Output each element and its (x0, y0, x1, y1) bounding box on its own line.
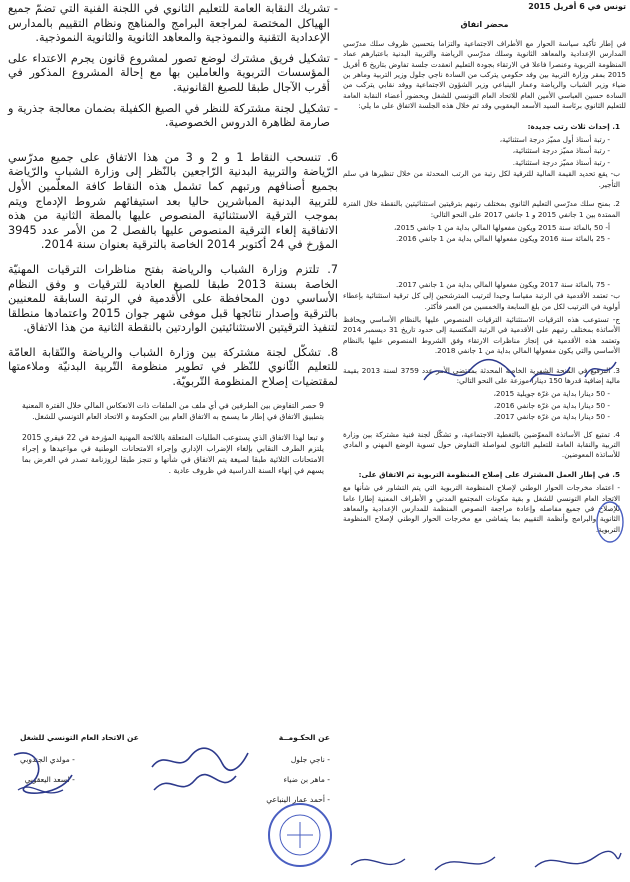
right-column (343, 2, 626, 538)
left-column (8, 2, 338, 486)
union-title: عن الاتحاد العام التونسي للشغل (20, 733, 139, 742)
section-1-note: ب- يقع تحديد القيمة المالية للترقية لكل رتبة من الرتب المحدثة من خلال تنظيرها في سلم التأجير. (343, 169, 620, 189)
bullet-item: - تشكيل فريق مشترك لوضع تصور لمشروع قانون يجرم الاعتداء على المؤسسات التربوية والعاملين بها مع إحالة المشروع المذكور في أقرب الآجال طبقا للصيغ القانونية. (8, 51, 338, 94)
bullet-text: تشكيل فريق مشترك لوضع تصور لمشروع قانون يجرم الاعتداء على المؤسسات التربوية والعاملين بها مع إحالة المشروع المذكور في أقرب الآجال طبقا للصيغ القانونية. (8, 51, 330, 94)
section-3-title: 3. الترفيع في المنحة الشهرية الخاصة المحدثة بمقتضى الأمر عدد 3759 لسنة 2013 بقيمة مالية إضافية قدرها 150 دينارا موزعة على النحو التالي: (343, 365, 620, 385)
gov-title: عن الحكـومــة (278, 733, 330, 742)
section-3-item: - 50 دينارا بداية من غرّة جانفي 2017. (493, 412, 610, 422)
union-signatory: - مولدي الجندوبي (20, 755, 75, 764)
official-stamp (595, 500, 625, 545)
section-5-text: - اعتماد مخرجات الحوار الوطني لإصلاح المنظومة التربوية التي يتم التشاور في شأنها مع الاتحاد العام التونسي للشغل و بقية مكونات المجتمع المدني و الأطراف المعنية إطارا عاما للإصلاح في جميع مفاصله وإعادة مراجعة النصوص المنظمة للمدارس الإعدادية والمعاهد الثانوية والبرامج وأنظمة التقييم بما يتماشى مع مخرجات الحوار الوطني لإصلاح المنظومة التربوية. (343, 483, 620, 534)
section-2-title: 2. بمنح سلك مدرّسي التعليم الثانوي بمختلف رتبهم بترقيتين استثنائيتين بالنقطة خلال الفترة الممتدة بين 1 جانفي 2015 و 1 جانفي 2017 على النحو التالي: (343, 199, 620, 219)
section-5-title: 5. في إطار العمل المشترك على إصلاح المنظومة التربوية تم الاتفاق على: (358, 469, 620, 479)
signature-scribble (8, 745, 78, 805)
document-title: محضر اتفاق (460, 20, 509, 30)
gov-signatory: - ناجي جلول (290, 755, 330, 764)
section-3-item: - 50 دينارا بداية من غرّة جويلية 2015، (493, 389, 610, 399)
bullet-text: تشكيل لجنة مشتركة للنظر في الصيغ الكفيلة بضمان معالجة جذرية و صارمة لظاهرة الدروس الخصوصية. (8, 101, 330, 130)
bullet-item: - تشريك النقابة العامة للتعليم الثانوي في اللجنة الفنية التي تضمّ جميع الهياكل المختصة لمراجعة البرامج والمناهج ونظام التقييم بالمدارس الإعدادية التقنية والنموذجية والمعاهد الثانوية والثانوية النموذجية. (8, 2, 338, 45)
intro-paragraph: في إطار تأكيد سياسة الحوار مع الأطراف الاجتماعية والتزاما بتحسين ظروف سلك مدرّسي المدارس الإعدادية والمعاهد الثانوية وسلك مدرّسي الرياضة والتربية البدنية باعتبارهم عماد المنظومة التربوية وعنصرا فاعلا في الارتقاء بجودة التعليم انعقدت جلسة تفاوض بتاريخ 6 أفريل 2015 بمقر وزارة التربية بين وفد حكومي يتركب من السادة ناجي جلول وزير التربية وماهر بن ضياء وزير الشباب والرياضة وعمار الينباعي وزير الشؤون الاجتماعية ووفد نقابي يتركب من السادة حسين العباسي الأمين العام للاتحاد العام التونسي للشغل وبحضور أعضاء النقابة العامة للتعليم الثانوي برئاسة السيد الأسعد اليعقوبي وقد تم خلال هذه الجلسة الاتفاق على ما يلي: (343, 38, 626, 111)
point-8: 8. تشكّل لجنة مشتركة بين وزارة الشباب والرياضة والنّقابة العامّة للتعليم الثّانوي للنّظر في تطوير منظومة التّربية البدنيّة وملاءمتها لمقتضيات إصلاح المنظومة التّربويّة. (8, 345, 338, 389)
signature-scribble (420, 352, 620, 392)
signature-scribble (150, 770, 240, 800)
section-4: 4. تمتيع كل الأساتذة المعوّضين بالتغطية الاجتماعية، و تشكّل لجنة فنية مشتركة بين وزارة التربية والنقابة العامة للتعليم الثانوي لمواصلة التفاوض حول تسوية الوضع المهني و المادي للأساتذة المعوضين. (343, 429, 620, 460)
point-9: 9 حصر التفاوض بين الطرفين في أي ملف من الملفات ذات الانعكاس المالي خلال الفترة المعنية بتطبيق الاتفاق في إطار ما يسمح به الاتفاق العام بين الحكومة و الاتحاد العام التونسي للشغل. (22, 400, 324, 421)
section-2-item: - 75 بالمائة سنة 2017 ويكون مفعولها المالي بداية من 1 جانفي 2017. (395, 279, 610, 289)
official-stamp (265, 800, 335, 870)
document-date: تونس في 6 أفريل 2015 (528, 2, 626, 11)
point-10: و تبعا لهذا الاتفاق الذي يستوعب الطلبات المتعلقة باللائحة المهنية المؤرخة في 22 فيفري 2015 يلتزم الطرف النقابي بإلغاء الإضراب الإداري وإجراء الامتحانات الوطنية في مواعيدها و إجراء الامتحانات الثلاثية طبقا لصيغة يتم الاتفاق في شأنها و تنجز طبقا لروزنامة تصدر في الغرض بما يسهم في إنهاء السنة الدراسية في ظروف عادية . (22, 432, 324, 475)
union-signatory: - لسعد اليعقوبي (24, 775, 75, 784)
point-7: 7. تلتزم وزارة الشباب والرياضة بفتح مناظرات الترقيات المهنيّة الخاصة بسنة 2013 طبقا للصيغ العادية للترقيات و وفق النظام الأساسي دون المحافظة على الأقدمية في الرتبة السابقة للمعنيين بالترقية وإصدار نتائجها قبل موفى شهر جوان 2015 واعتمادها منطلقا لتنفيذ الترقيتين الاستثنائيتين الواردتين بالنقطة الثانية من هذا الاتفاق. (8, 262, 339, 335)
section-2-item: - 25 بالمائة سنة 2016 ويكون مفعولها المالي بداية من 1 جانفي 2016. (395, 234, 610, 244)
section-3-item: - 50 دينارا بداية من غرّة جانفي 2016، (493, 400, 610, 410)
section-2-item: ب- تعتمد الأقدمية في الرتبة مقياسا وحيدا لترتيب المترشحين إلى كل ترقية استثنائية بإعطاء أولوية في الترتيب لكل من بلغ السابعة والخمسين من العمر فأكثر. (343, 291, 620, 311)
section-1-title: 1. إحداث ثلاث رتب جديدة: (527, 121, 620, 131)
section-1-item: - رتبة أستاذ مميّز درجة استثنائية. (512, 157, 610, 167)
bullet-text: تشريك النقابة العامة للتعليم الثانوي في اللجنة الفنية التي تضمّ جميع الهياكل المختصة لمراجعة البرامج والمناهج ونظام التقييم بالمدارس الإعدادية التقنية والنموذجية والمعاهد الثانوية والثانوية النموذجية. (8, 2, 330, 45)
signature-scribble (345, 845, 625, 880)
section-2-item: ج- تستوعب هذه الترقيات الاستثنائية الترقيات المنصوص عليها بالنظام الأساسي ويحافظ الأساتذة بمختلف رتبهم على الأقدمية في الرتبة المكتسبة إلى حدود تاريخ 31 ديسمبر 2014 وتعتمد هذه الأقدمية في إنجاز مناظرات الارتقاء وفق الشروط المنصوص عليها بالنظام الأساسي والتي يكون مفعولها المالي بداية من 1 جانفي 2018. (343, 314, 620, 356)
section-1-item: - رتبة أستاذ أول مميّز درجة استثنائية، (499, 135, 610, 145)
gov-signatory: - ماهر بن ضياء (283, 775, 330, 784)
point-6: 6. تنسحب النقاط 1 و 2 و 3 من هذا الاتفاق على جميع مدرّسي الرّياضة والتربية البدنية الرّاجعين بالنّظر إلى وزارة الشباب والرّياضة بجميع أصنافهم ورتبهم كما تشمل هذه النقاط كافة المعلّمين الأول للتربية البدنية المباشرين حاليا بعد استيفائهم شروط الإدماج ويتم بموجب الترقية الاستثنائية المنصوص عليها بالمطة الثانية من هذه الاتفاقية إلغاء الترقية المنصوص عليها بالفصل 2 من الأمر عدد 3945 المؤرخ في 24 أكتوبر 2014 الخاصة بالترقية بعنوان سنة 2014. (8, 150, 338, 252)
gov-signatory: - أحمد عمار الينباعي (266, 795, 330, 804)
section-2-item: أ- 50 بالمائة سنة 2015 ويكون مفعولها المالي بداية من 1 جانفي 2015، (393, 222, 610, 232)
section-1-item: - رتبة أستاذ مميّز درجة استثنائية، (512, 146, 610, 156)
bullet-item: - تشكيل لجنة مشتركة للنظر في الصيغ الكفيلة بضمان معالجة جذرية و صارمة لظاهرة الدروس الخصوصية. (8, 101, 338, 130)
